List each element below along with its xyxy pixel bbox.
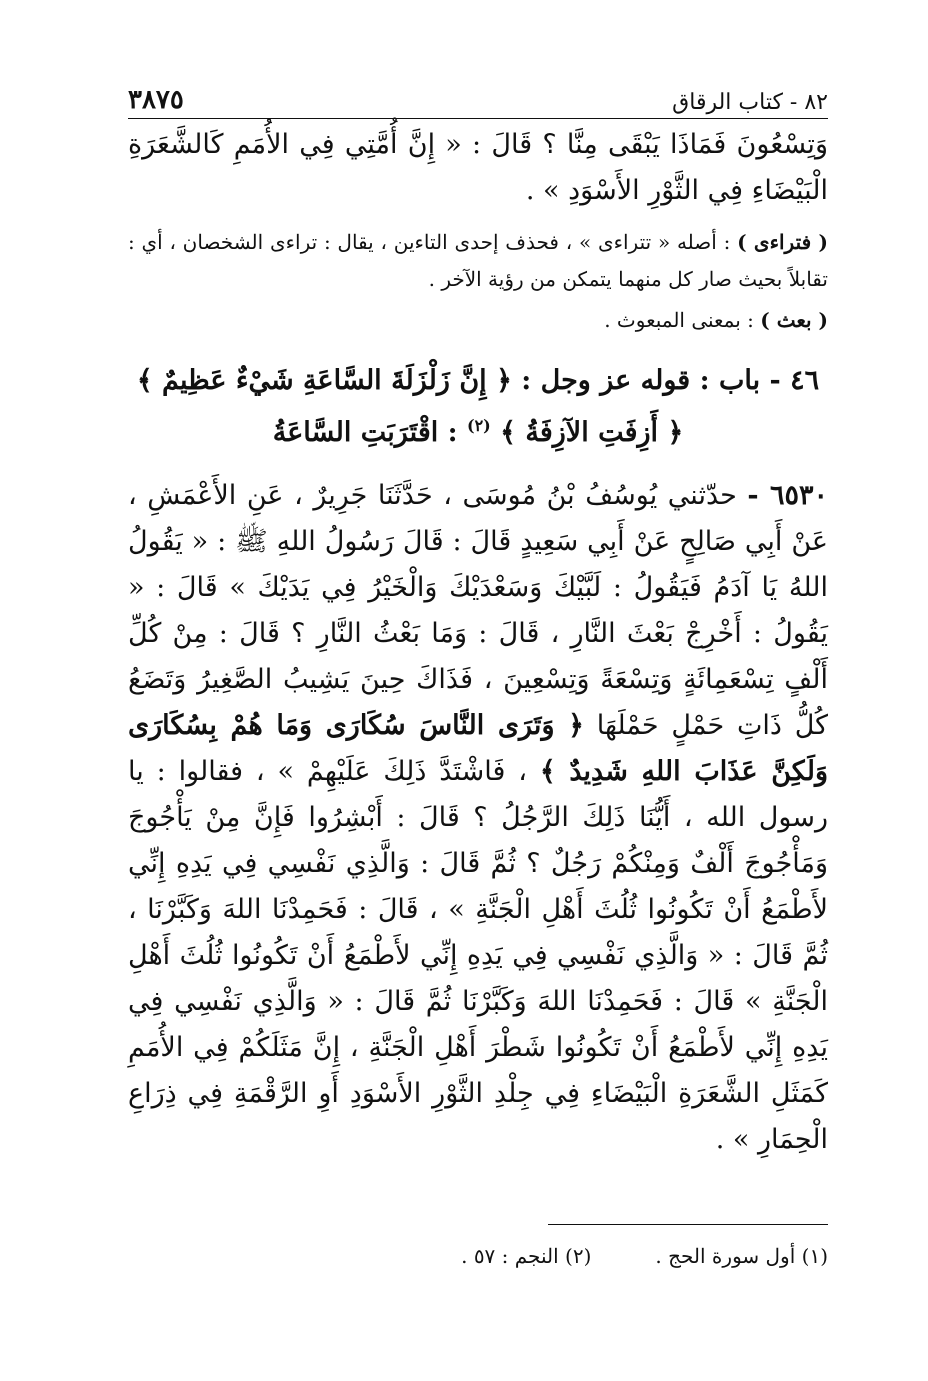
gloss-term-2: ( بعث ) [760,308,828,332]
footnotes [128,1240,828,1272]
hadith-text-part-1: حدّثني يُوسُفُ بْنُ مُوسَى ، حَدَّثَنَا جَرِيرٌ ، عَنِ الأَعْمَشِ ، عَنْ أَبِي صَالِحٍ عَنْ أَبِي سَعِيدٍ قَالَ : قَالَ رَسُولُ اللهِ ﷺ : « يَقُولُ اللهُ يَا آدَمُ فَيَقُولُ : لَبَّيْكَ وَسَعْدَيْكَ وَالْخَيْرُ فِي يَدَيْكَ » قَالَ : « يَقُولُ : أَخْرِجْ بَعْثَ النَّارِ ، قَالَ : وَمَا بَعْثُ النَّارِ ؟ قَالَ : مِنْ كُلِّ أَلْفٍ تِسْعَمِائَةٍ وَتِسْعَةً وَتِسْعِينَ ، فَذَاكَ حِينَ يَشِيبُ الصَّغِيرُ وَتَضَعُ كُلُّ ذَاتِ حَمْلٍ حَمْلَهَا [128,480,828,741]
page-body [128,122,828,1163]
gloss-term-1: ( فتراءى ) [737,230,828,254]
chapter-heading [128,355,828,459]
hadith-paragraph [128,473,828,1163]
gloss-paragraph-2 [128,302,828,339]
gloss-text-1: : أصله « تتراءى » ، فحذف إحدى التاءين ، يقال : تراءى الشخصان ، أي : تقابلاً بحيث صار كل منهما يتمكن من رؤية الآخر . [128,230,828,291]
hadith-text-part-2: ، فَاشْتَدَّ ذَلِكَ عَلَيْهِمْ » ، فقالوا : يا رسول الله ، أَيُّنَا ذَلِكَ الرَّجُلُ ؟ قَالَ : أَبْشِرُوا فَإِنَّ مِنْ يَأْجُوجَ وَمَأْجُوجَ أَلْفٌ وَمِنْكُمْ رَجُلٌ ؟ ثُمَّ قَالَ : وَالَّذِي نَفْسِي فِي يَدِهِ إِنِّي لأَطْمَعُ أَنْ تَكُونُوا ثُلُثَ أَهْلِ الْجَنَّةِ » ، قَالَ : فَحَمِدْنَا اللهَ وَكَبَّرْنَا ، ثُمَّ قَالَ : « وَالَّذِي نَفْسِي فِي يَدِهِ إِنِّي لأَطْمَعُ أَنْ تَكُونُوا ثُلُثَ أَهْلِ الْجَنَّةِ » قَالَ : فَحَمِدْنَا اللهَ وَكَبَّرْنَا ثُمَّ قَالَ : « وَالَّذِي نَفْسِي فِي يَدِهِ إِنِّي لأَطْمَعُ أَنْ تَكُونُوا شَطْرَ أَهْلِ الْجَنَّةِ ، إِنَّ مَثَلَكُمْ فِي الأُمَمِ كَمَثَلِ الشَّعَرَةِ الْبَيْضَاءِ فِي جِلْدِ الثَّوْرِ الأَسْوَدِ أَوِ الرَّقْمَةِ فِي ذِرَاعِ الْحِمَارِ » . [128,756,828,1155]
heading-quran-a: ﴿ أَزِفَتِ الآزِفَةُ ﴾ [500,417,684,448]
footnote-rule [548,1224,828,1225]
hadith-quran-quote: ﴿ وَتَرَى النَّاسَ سُكَارَى وَمَا هُمْ بِسُكَارَى وَلَكِنَّ عَذَابَ اللهِ شَدِيدٌ ﴾ [128,710,828,787]
heading-line-1: ٤٦ - باب : قوله عز وجل : ﴿ إِنَّ زَلْزَلَةَ السَّاعَةِ شَيْءٌ عَظِيمٌ ﴾ [136,365,820,396]
continuation-text: وَتِسْعُونَ فَمَاذَا يَبْقَى مِنَّا ؟ قَالَ : « إِنَّ أُمَّتِي فِي الأُمَمِ كَالشَّعَرَةِ الْبَيْضَاءِ فِي الثَّوْرِ الأَسْوَدِ » . [128,129,828,206]
gloss-text-2: : بمعنى المبعوث . [604,308,761,332]
continuation-paragraph [128,122,828,214]
footnote-2: (٢) النجم : ٥٧ . [461,1244,592,1268]
page-header [128,72,828,116]
footnote-1: (١) أول سورة الحج . [655,1244,828,1268]
heading-line-2 [128,407,828,459]
footnote-ref-2: (٢) [467,416,491,435]
page-number: ٣٨٧٥ [128,84,184,115]
header-rule [128,118,828,119]
heading-quran-b: : اقْتَرَبَتِ السَّاعَةُ [272,417,467,448]
hadith-number: ٦٥٣٠ - [747,480,829,511]
chapter-title: ٨٢ - كتاب الرقاق [672,89,828,115]
gloss-paragraph-1 [128,224,828,298]
